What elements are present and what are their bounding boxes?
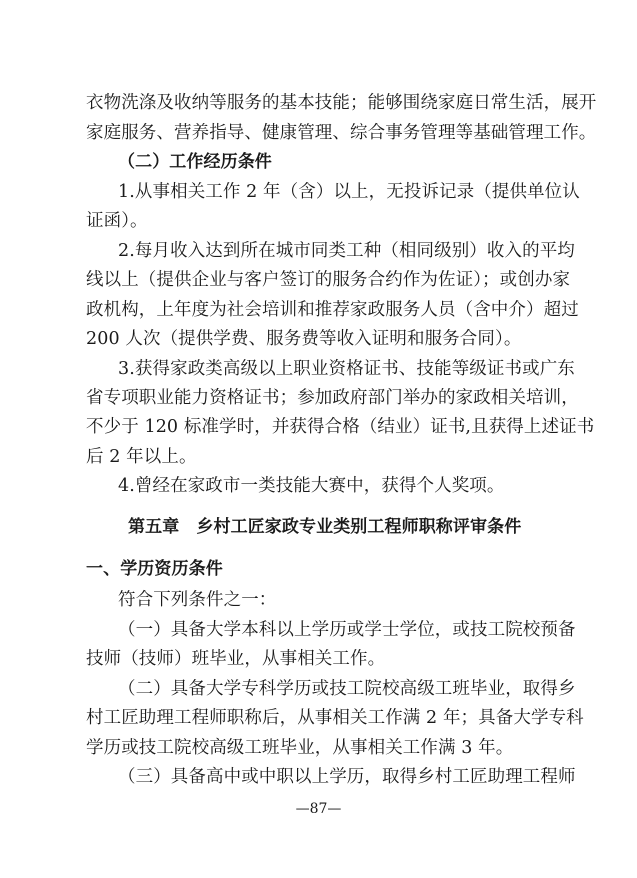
text-line: 政机构，上年度为社会培训和推荐家政服务人员（含中介）超过: [86, 300, 579, 320]
text-line: 村工匠助理工程师职称后，从事相关工作满 2 年；具备大学专科: [86, 708, 584, 728]
text-line: 4.曾经在家政市一类技能大赛中，获得个人奖项。: [118, 476, 505, 496]
section-heading: （二）工作经历条件: [118, 152, 272, 172]
text-line: 证函）。: [86, 211, 148, 231]
text-line: 符合下列条件之一：: [118, 590, 277, 610]
text-line: 衣物洗涤及收纳等服务的基本技能；能够围绕家庭日常生活，展开: [86, 93, 597, 113]
text-line: 线以上（提供企业与客户签订的服务合约作为佐证）；或创办家: [86, 270, 571, 290]
chapter-title: 第五章 乡村工匠家政专业类别工程师职称评审条件: [128, 517, 522, 537]
text-line: 不少于 120 标准学时，并获得合格（结业）证书,且获得上述证书: [86, 417, 595, 437]
text-line: （三）具备高中或中职以上学历，取得乡村工匠助理工程师: [118, 767, 576, 787]
page-number: —87—: [295, 801, 342, 817]
text-line: 学历或技工院校高级工班毕业，从事相关工作满 3 年。: [86, 738, 514, 758]
text-line: 200 人次（提供学费、服务费等收入证明和服务合同）。: [86, 329, 522, 349]
text-line: （二）具备大学专科学历或技工院校高级工班毕业，取得乡: [118, 679, 576, 699]
text-line: 省专项职业能力资格证书；参加政府部门举办的家政相关培训，: [86, 388, 579, 408]
text-line: （一）具备大学本科以上学历或学士学位，或技工院校预备: [118, 620, 576, 640]
text-line: 技师（技师）班毕业，从事相关工作。: [86, 649, 386, 669]
text-line: 家庭服务、营养指导、健康管理、综合事务管理等基础管理工作。: [86, 123, 597, 143]
section-heading: 一、学历资历条件: [86, 559, 223, 579]
text-line: 1.从事相关工作 2 年（含）以上，无投诉记录（提供单位认: [118, 182, 580, 202]
text-line: 后 2 年以上。: [86, 447, 197, 467]
text-line: 2.每月收入达到所在城市同类工种（相同级别）收入的平均: [118, 241, 575, 261]
text-line: 3.获得家政类高级以上职业资格证书、技能等级证书或广东: [118, 359, 575, 379]
